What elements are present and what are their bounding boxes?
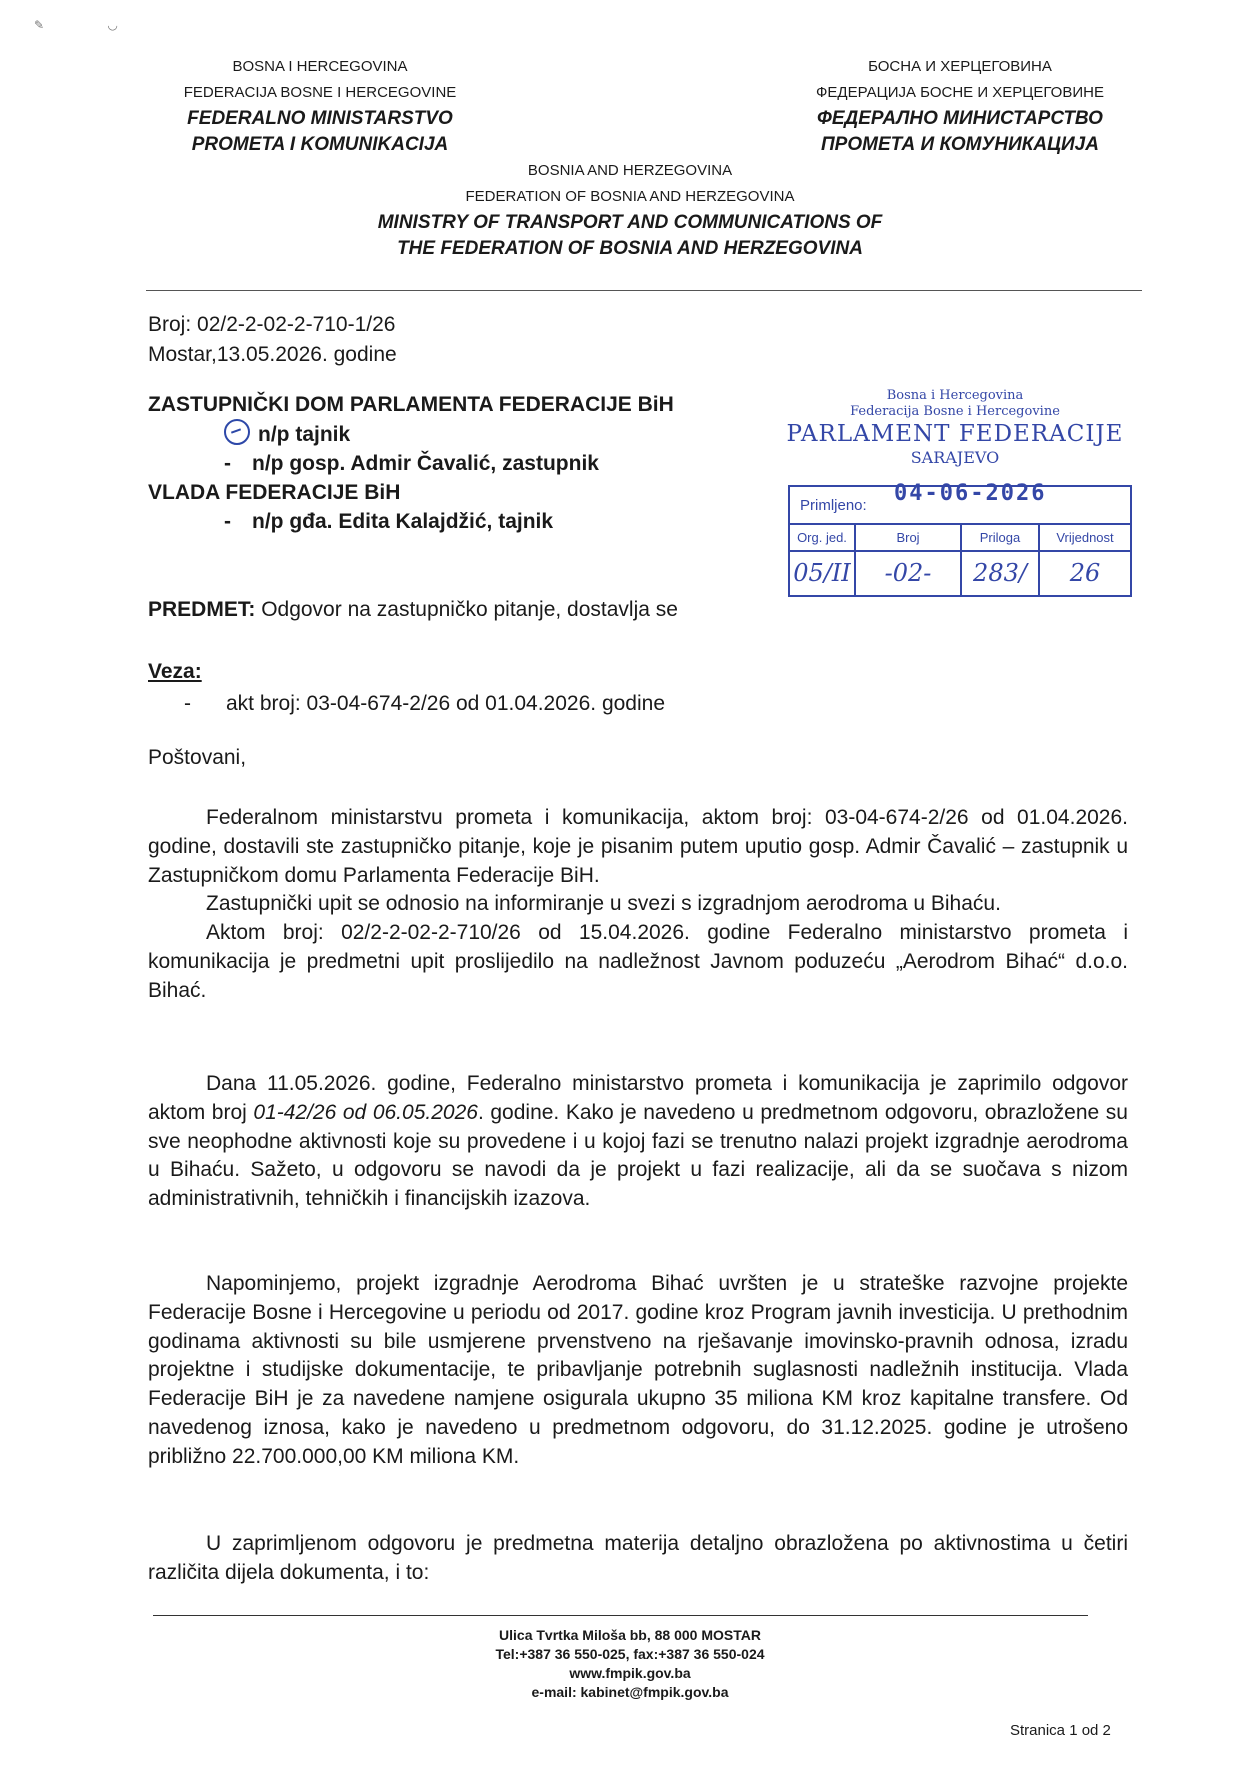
subject-label: PREDMET: — [148, 598, 256, 621]
reference-links — [148, 656, 665, 720]
stamp-header-number: Broj — [856, 524, 962, 550]
stamp-country: Bosna i Hercegovina — [886, 388, 1024, 403]
ministry-name-cyrillic-line1: ФЕДЕРАЛНО МИНИСТАРСТВО — [817, 108, 1103, 129]
body-section-2 — [148, 1070, 1128, 1214]
dash-bullet: - — [224, 510, 231, 533]
letterhead-latin — [160, 54, 480, 158]
country-name: BOSNA I HERCEGOVINA — [232, 58, 408, 75]
stamp-header-org: Org. jed. — [790, 524, 856, 550]
veza-item: akt broj: 03-04-674-2/26 od 01.04.2026. godine — [226, 692, 666, 715]
stamp-value-attachments: 283/ — [962, 551, 1040, 595]
subject-text: Odgovor na zastupničko pitanje, dostavlja se — [261, 598, 678, 621]
paragraph-4-end: . godine. Kako je navedeno u predmetnom odgovoru, obrazložene su sve neophodne aktivnosti koje su provedene i u kojoj fazi se trenutno nalazi projekt izgradnje aerodroma u Bihaću. Sažeto, u odgovoru se navodi da je projekt u fazi realizacije, ali da se suočava s nizom administrativnih, tehničkih i financijskih izazova. — [148, 1100, 1128, 1211]
recipient-attention-secretary: n/p tajnik — [258, 423, 351, 446]
paragraph-4-start: Dana 11.05.2026. godine, Federalno ministarstvo prometa i komunikacija je zaprimilo odgovor aktom broj — [148, 1072, 1128, 1124]
stamp-value-number: -02- — [856, 551, 962, 595]
parliament-stamp — [780, 388, 1130, 467]
received-date: 04-06-2026 — [894, 481, 1047, 506]
stamp-value-row — [790, 551, 1130, 595]
stamp-header-attachments: Priloga — [962, 524, 1040, 550]
stamp-federation: Federacija Bosne i Hercegovine — [850, 404, 1060, 419]
ministry-name-line1: FEDERALNO MINISTARSTVO — [187, 108, 453, 129]
veza-label: Veza: — [148, 660, 202, 683]
recipients-block — [148, 390, 674, 536]
paragraph-5: Napominjemo, projekt izgradnje Aerodroma Bihać uvršten je u strateške razvojne projekte Federacije Bosne i Hercegovine u periodu od 2017. godine kroz Program javnih investicija. U prethodnim godinama aktivnosti su bile usmjerene prvenstveno na rješavanje imovinsko-pravnih odnosa, izradu projektne i studijske dokumentacije, te pribavljanje potrebnih suglasnosti nadležnih institucija. Vlada Federacije BiH je za navedene namjene osigurala ukupno 35 miliona KM kroz kapitalne transfere. Od navedenog iznosa, kako je navedeno u predmetnom odgovoru, do 31.12.2025. godine je utrošeno približno 22.700.000,00 KM miliona KM. — [148, 1272, 1128, 1468]
footer-email[interactable]: e-mail: kabinet@fmpik.gov.ba — [531, 1684, 729, 1700]
stamp-header-value: Vrijednost — [1056, 529, 1114, 545]
stamp-city: SARAJEVO — [910, 448, 1000, 467]
dash-bullet: - — [224, 452, 231, 475]
received-row — [790, 481, 1130, 525]
paragraph-1: Federalnom ministarstvu prometa i komunikacija, aktom broj: 03-04-674-2/26 od 01.04.2026. godine, dostavili ste zastupničko pitanje, koje je pisanim putem uputio gosp. Admir Čavalić – zastupnik u Zastupničkom domu Parlamenta Federacije BiH. — [148, 806, 1128, 887]
paragraph-6: U zaprimljenom odgovoru je predmetna materija detaljno obrazložena po aktivnostima u četiri različita dijela dokumenta, i to: — [148, 1532, 1128, 1584]
paragraph-2: Zastupnički upit se odnosio na informiranje u svezi s izgradnjom aerodroma u Bihaću. — [206, 892, 1001, 916]
page-number: Stranica 1 od 2 — [1010, 1722, 1111, 1739]
federation-name: FEDERACIJA BOSNE I HERCEGOVINE — [183, 84, 457, 101]
stamp-value-org: 05/II — [790, 551, 856, 595]
paragraph-4 — [148, 1070, 1128, 1214]
subject-line — [148, 598, 678, 622]
reference-block — [148, 310, 397, 370]
receipt-stamp-box — [788, 481, 1132, 597]
place-date: Mostar,13.05.2026. godine — [148, 343, 397, 366]
recipient-attention-gov-secretary: n/p gđa. Edita Kalajdžić, tajnik — [252, 510, 554, 533]
stamp-header-row — [790, 524, 1130, 552]
recipient-attention-mp: n/p gosp. Admir Čavalić, zastupnik — [252, 452, 599, 475]
recipient-government: VLADA FEDERACIJE BiH — [148, 481, 401, 504]
footer — [400, 1626, 860, 1702]
body-section-4 — [148, 1530, 1128, 1588]
greeting: Poštovani, — [148, 746, 247, 769]
received-label: Primljeno: — [800, 497, 867, 514]
country-name-cyrillic: БОСНА И ХЕРЦЕГОВИНА — [868, 58, 1052, 75]
letterhead-english — [320, 158, 940, 262]
ministry-name-english-line2: THE FEDERATION OF BOSNIA AND HERZEGOVINA — [397, 238, 863, 259]
body-section-1 — [148, 804, 1128, 1006]
stamp-parliament: PARLAMENT FEDERACIJE — [786, 421, 1124, 447]
letterhead-cyrillic — [780, 54, 1140, 158]
stamp-value-value: 26 — [1069, 559, 1101, 587]
circled-dash-mark — [224, 419, 250, 445]
dash-bullet: - — [184, 692, 191, 715]
federation-name-cyrillic: ФЕДЕРАЦИЈА БОСНЕ И ХЕРЦЕГОВИНЕ — [816, 84, 1104, 101]
footer-address: Ulica Tvrtka Miloša bb, 88 000 MOSTAR — [499, 1627, 761, 1643]
footer-website[interactable]: www.fmpik.gov.ba — [569, 1665, 691, 1681]
paragraph-3: Aktom broj: 02/2-2-02-2-710/26 od 15.04.2026. godine Federalno ministarstvo prometa i komunikacija je predmetni upit proslijedilo na nadležnost Javnom poduzeću „Aerodrom Bihać“ d.o.o. Bihać. — [148, 921, 1128, 1002]
body-section-3 — [148, 1270, 1128, 1472]
recipient-house: ZASTUPNIČKI DOM PARLAMENTA FEDERACIJE BiH — [148, 393, 674, 416]
footer-divider — [153, 1615, 1088, 1616]
ministry-name-english-line1: MINISTRY OF TRANSPORT AND COMMUNICATIONS OF — [377, 212, 883, 233]
federation-name-english: FEDERATION OF BOSNIA AND HERZEGOVINA — [465, 188, 795, 205]
ministry-name-line2: PROMETA I KOMUNIKACIJA — [191, 134, 449, 155]
reference-number: Broj: 02/2-2-02-2-710-1/26 — [148, 313, 396, 336]
header-divider — [146, 290, 1142, 291]
footer-phone: Tel:+387 36 550-025, fax:+387 36 550-024 — [495, 1646, 765, 1662]
scan-marks: ✎ ◡ — [34, 18, 148, 32]
country-name-english: BOSNIA AND HERZEGOVINA — [527, 162, 733, 179]
ministry-name-cyrillic-line2: ПРОМЕТА И КОМУНИКАЦИЈА — [821, 134, 1099, 155]
response-act-number: 01-42/26 od 06.05.2026 — [253, 1100, 478, 1124]
